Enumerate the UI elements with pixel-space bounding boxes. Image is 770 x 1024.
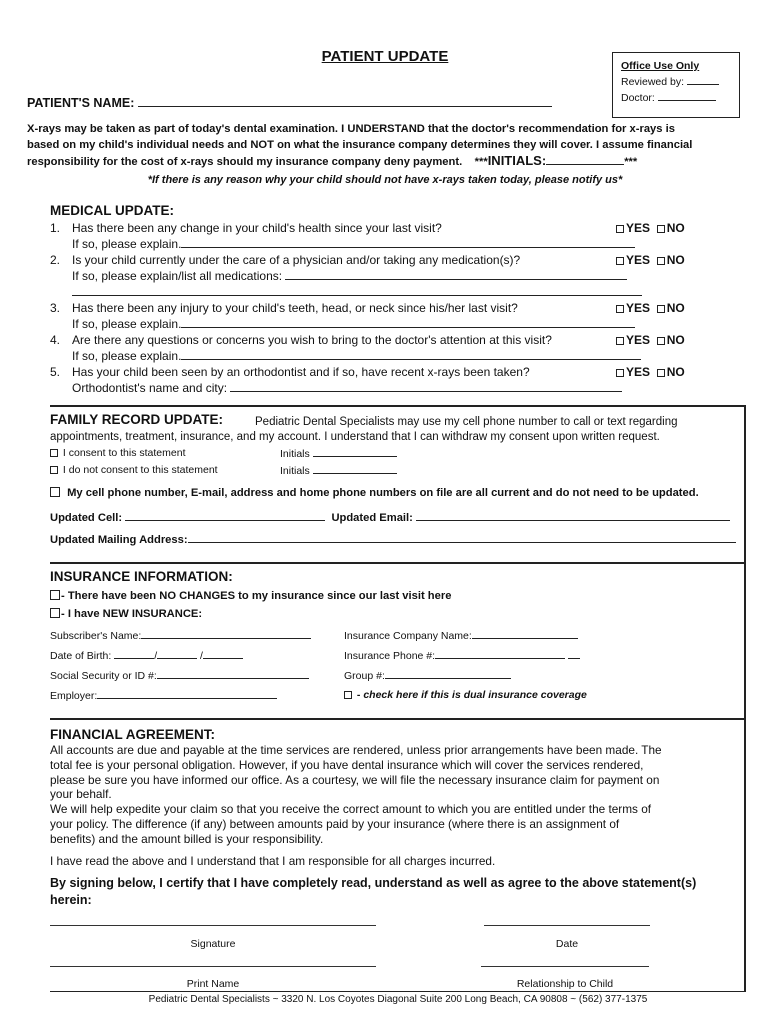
q2-yes-checkbox[interactable] <box>616 257 624 265</box>
office-use-box <box>612 52 740 118</box>
dob-day-field[interactable] <box>157 649 197 659</box>
updated-mailing-row <box>50 533 740 546</box>
certify-line-2: herein: <box>50 893 92 908</box>
yes-label: YES <box>626 253 651 267</box>
financial-line: please be sure you have informed our office. As a courtesy, we will file the necessary insurance claim for payment on <box>50 772 660 787</box>
office-use-heading: Office Use Only <box>621 60 700 72</box>
date-line[interactable] <box>484 925 650 926</box>
financial-heading: FINANCIAL AGREEMENT: <box>50 727 215 742</box>
updated-cell-field[interactable] <box>125 511 325 521</box>
no-consent-label: I do not consent to this statement <box>62 464 218 476</box>
consent-initials-label: Initials <box>280 448 310 460</box>
no-label: NO <box>666 253 685 267</box>
medical-questions <box>50 220 690 396</box>
q5-row <box>50 364 690 380</box>
q4-explain-field[interactable] <box>181 350 641 360</box>
xray-initials-label: INITIALS: <box>487 153 547 168</box>
financial-line: your behalf. <box>50 787 112 802</box>
q3-yes-checkbox[interactable] <box>616 305 624 313</box>
yes-label: YES <box>626 365 651 379</box>
q4-follow-label: If so, please explain. <box>72 349 182 363</box>
q2-num: 2. <box>50 253 61 267</box>
ssn-row <box>50 669 740 689</box>
q4-yes-checkbox[interactable] <box>616 337 624 345</box>
updated-email-field[interactable] <box>416 511 730 521</box>
yes-label: YES <box>626 333 651 347</box>
no-label: NO <box>666 301 685 315</box>
q3-num: 3. <box>50 301 61 315</box>
family-text-1: Pediatric Dental Specialists may use my cell phone number to call or text regarding <box>255 416 678 428</box>
q1-yes-checkbox[interactable] <box>616 225 624 233</box>
reviewed-by-field[interactable] <box>687 75 719 85</box>
q5-follow-label: Orthodontist's name and city: <box>72 381 228 395</box>
dual-coverage-checkbox[interactable] <box>344 691 352 699</box>
q2-explain-field-2[interactable] <box>72 286 642 296</box>
q1-follow <box>50 236 690 252</box>
section-divider <box>50 718 746 720</box>
no-label: NO <box>666 333 685 347</box>
dob-month-field[interactable] <box>114 649 154 659</box>
xray-note: *If there is any reason why your child should not have x-rays taken today, please notify us* <box>147 174 623 186</box>
signature-line[interactable] <box>50 925 376 926</box>
updated-cell-row <box>50 511 740 524</box>
relationship-line[interactable] <box>481 966 649 967</box>
doctor-field[interactable] <box>658 91 716 101</box>
signature-label: Signature <box>190 938 236 950</box>
q5-text: Has your child been seen by an orthodontist and if so, have recent x-rays been taken? <box>72 365 530 379</box>
subscriber-label: Subscriber's Name: <box>50 630 142 642</box>
q5-yes-checkbox[interactable] <box>616 369 624 377</box>
current-info-row <box>50 487 740 499</box>
current-info-label: My cell phone number, E-mail, address and home phone numbers on file are all current and do not need to be updated. <box>67 487 699 499</box>
q2-follow <box>50 268 690 284</box>
initials-prefix: *** <box>474 156 488 168</box>
employer-field[interactable] <box>97 689 277 699</box>
certify-text <box>50 875 740 909</box>
q5-follow <box>50 380 690 396</box>
no-label: NO <box>666 365 685 379</box>
no-changes-checkbox[interactable] <box>50 590 60 600</box>
q2-row <box>50 252 690 268</box>
updated-mailing-label: Updated Mailing Address: <box>50 534 188 546</box>
phone-field[interactable] <box>435 649 565 659</box>
q3-row <box>50 300 690 316</box>
q2-explain-field[interactable] <box>285 270 627 280</box>
q4-text: Are there any questions or concerns you wish to bring to the doctor's attention at this visit? <box>72 333 552 347</box>
date-label: Date <box>555 938 579 950</box>
initials-suffix: *** <box>624 156 638 168</box>
no-consent-row <box>50 464 740 481</box>
patient-name-label: PATIENT'S NAME: <box>27 96 135 110</box>
relationship-label: Relationship to Child <box>516 978 614 990</box>
ssn-label: Social Security or ID #: <box>50 670 157 682</box>
financial-section <box>50 727 740 909</box>
no-consent-checkbox[interactable] <box>50 466 58 474</box>
q1-num: 1. <box>50 221 61 235</box>
consent-label: I consent to this statement <box>62 447 186 459</box>
current-info-checkbox[interactable] <box>50 487 60 497</box>
no-changes-label: - There have been NO CHANGES to my insurance since our last visit here <box>61 590 452 602</box>
certify-line-1: By signing below, I certify that I have completely read, understand as well as agree to the above statement(s) <box>50 876 697 891</box>
financial-paragraph <box>50 743 740 847</box>
dual-dash: - <box>356 689 364 701</box>
right-border <box>744 405 746 991</box>
company-label: Insurance Company Name: <box>344 630 472 642</box>
family-heading: FAMILY RECORD UPDATE: <box>50 412 224 427</box>
updated-mailing-field[interactable] <box>188 533 736 543</box>
consent-initials-field[interactable] <box>313 447 397 457</box>
new-insurance-checkbox[interactable] <box>50 608 60 618</box>
employer-label: Employer: <box>50 690 98 702</box>
no-changes-row <box>50 590 740 602</box>
subscriber-row <box>50 629 740 649</box>
q5-num: 5. <box>50 365 61 379</box>
q1-text: Has there been any change in your child's health since your last visit? <box>72 221 442 235</box>
patient-name-field[interactable] <box>138 97 552 107</box>
q3-follow <box>50 316 690 332</box>
q4-no-checkbox[interactable] <box>657 337 665 345</box>
family-section <box>50 412 740 546</box>
xray-statement <box>27 121 757 170</box>
yes-label: YES <box>626 221 651 235</box>
footer-address: Pediatric Dental Specialists ~ 3320 N. Los Coyotes Diagonal Suite 200 Long Beach, CA 90808 ~ (562) 377-1375 <box>148 994 648 1005</box>
new-insurance-label: - I have NEW INSURANCE: <box>61 608 203 620</box>
updated-cell-label: Updated Cell: <box>50 512 123 524</box>
q1-explain-field[interactable] <box>181 238 635 248</box>
xray-line-3 <box>27 153 757 170</box>
dob-year-field[interactable] <box>203 649 243 659</box>
insurance-heading: INSURANCE INFORMATION: <box>50 569 233 584</box>
subscriber-field[interactable] <box>141 629 311 639</box>
no-label: NO <box>666 221 685 235</box>
phone-ext-field[interactable] <box>568 649 580 659</box>
updated-email-label: Updated Email: <box>331 512 413 524</box>
q3-explain-field[interactable] <box>181 318 635 328</box>
q2-follow-2 <box>50 284 690 300</box>
ssn-field[interactable] <box>157 669 309 679</box>
section-divider <box>50 562 746 564</box>
yes-label: YES <box>626 301 651 315</box>
company-field[interactable] <box>472 629 578 639</box>
financial-line: All accounts are due and payable at the time services are rendered, unless prior arrangements have been made. The <box>50 743 662 757</box>
no-consent-initials-label: Initials <box>280 465 310 477</box>
insurance-section <box>50 569 740 709</box>
q4-num: 4. <box>50 333 61 347</box>
q3-follow-label: If so, please explain. <box>72 317 182 331</box>
phone-label: Insurance Phone #: <box>344 650 436 662</box>
group-label: Group #: <box>344 670 385 682</box>
q4-row <box>50 332 690 348</box>
doctor-label: Doctor: <box>621 92 655 104</box>
page-title: PATIENT UPDATE <box>321 48 449 65</box>
xray-initials-field[interactable] <box>546 155 624 165</box>
footer-divider <box>50 991 746 992</box>
no-consent-initials-field[interactable] <box>313 464 397 474</box>
q5-no-checkbox[interactable] <box>657 369 665 377</box>
print-name-label: Print Name <box>186 978 240 990</box>
orthodontist-field[interactable] <box>230 382 622 392</box>
consent-checkbox[interactable] <box>50 449 58 457</box>
dob-row: Date of Birth: / / Insurance Phone #: <box>50 649 740 669</box>
q2-no-checkbox[interactable] <box>657 257 665 265</box>
reviewed-by-label: Reviewed by: <box>621 76 685 88</box>
xray-line-2: based on my child's individual needs and NOT on what the insurance company determines they will cover. I assume financial <box>27 139 693 151</box>
financial-line: We will help expedite your claim so that you receive the correct amount to which you are entitled under the terms of <box>50 802 652 817</box>
q4-follow <box>50 348 690 364</box>
medical-heading: MEDICAL UPDATE: <box>50 203 174 218</box>
section-divider <box>50 405 746 407</box>
xray-line-1: X-rays may be taken as part of today's dental examination. I UNDERSTAND that the doctor's recommendation for x-rays is <box>27 123 675 135</box>
financial-line: total fee is your personal obligation. However, if you have dental insurance which will cover the services rendered, <box>50 757 644 772</box>
patient-name-row <box>27 96 552 110</box>
financial-line: benefits) and the amount billed is your responsibility. <box>50 831 324 846</box>
dob-label: Date of Birth: <box>50 650 112 662</box>
print-name-line[interactable] <box>50 966 376 967</box>
q2-follow-label: If so, please explain/list all medications: <box>72 269 283 283</box>
group-field[interactable] <box>385 669 511 679</box>
new-insurance-row <box>50 608 740 620</box>
employer-row <box>50 689 740 709</box>
q1-no-checkbox[interactable] <box>657 225 665 233</box>
dual-coverage-label: check here if this is dual insurance coverage <box>363 689 587 701</box>
family-text-2: appointments, treatment, insurance, and my account. I understand that I can withdraw my consent upon written request. <box>50 431 660 443</box>
xray-line-3-text: responsibility for the cost of x-rays should my insurance company deny payment. <box>27 156 463 168</box>
financial-line: your policy. The difference (if any) between amounts paid by your insurance (where there is an assignment of <box>50 816 620 831</box>
q1-row <box>50 220 690 236</box>
q3-no-checkbox[interactable] <box>657 305 665 313</box>
q3-text: Has there been any injury to your child's teeth, head, or neck since his/her last visit? <box>72 301 518 315</box>
acknowledge-text: I have read the above and I understand that I am responsible for all charges incurred. <box>50 853 496 868</box>
q2-text: Is your child currently under the care of a physician and/or taking any medication(s)? <box>72 253 521 267</box>
consent-row <box>50 447 740 464</box>
q1-follow-label: If so, please explain. <box>72 237 182 251</box>
